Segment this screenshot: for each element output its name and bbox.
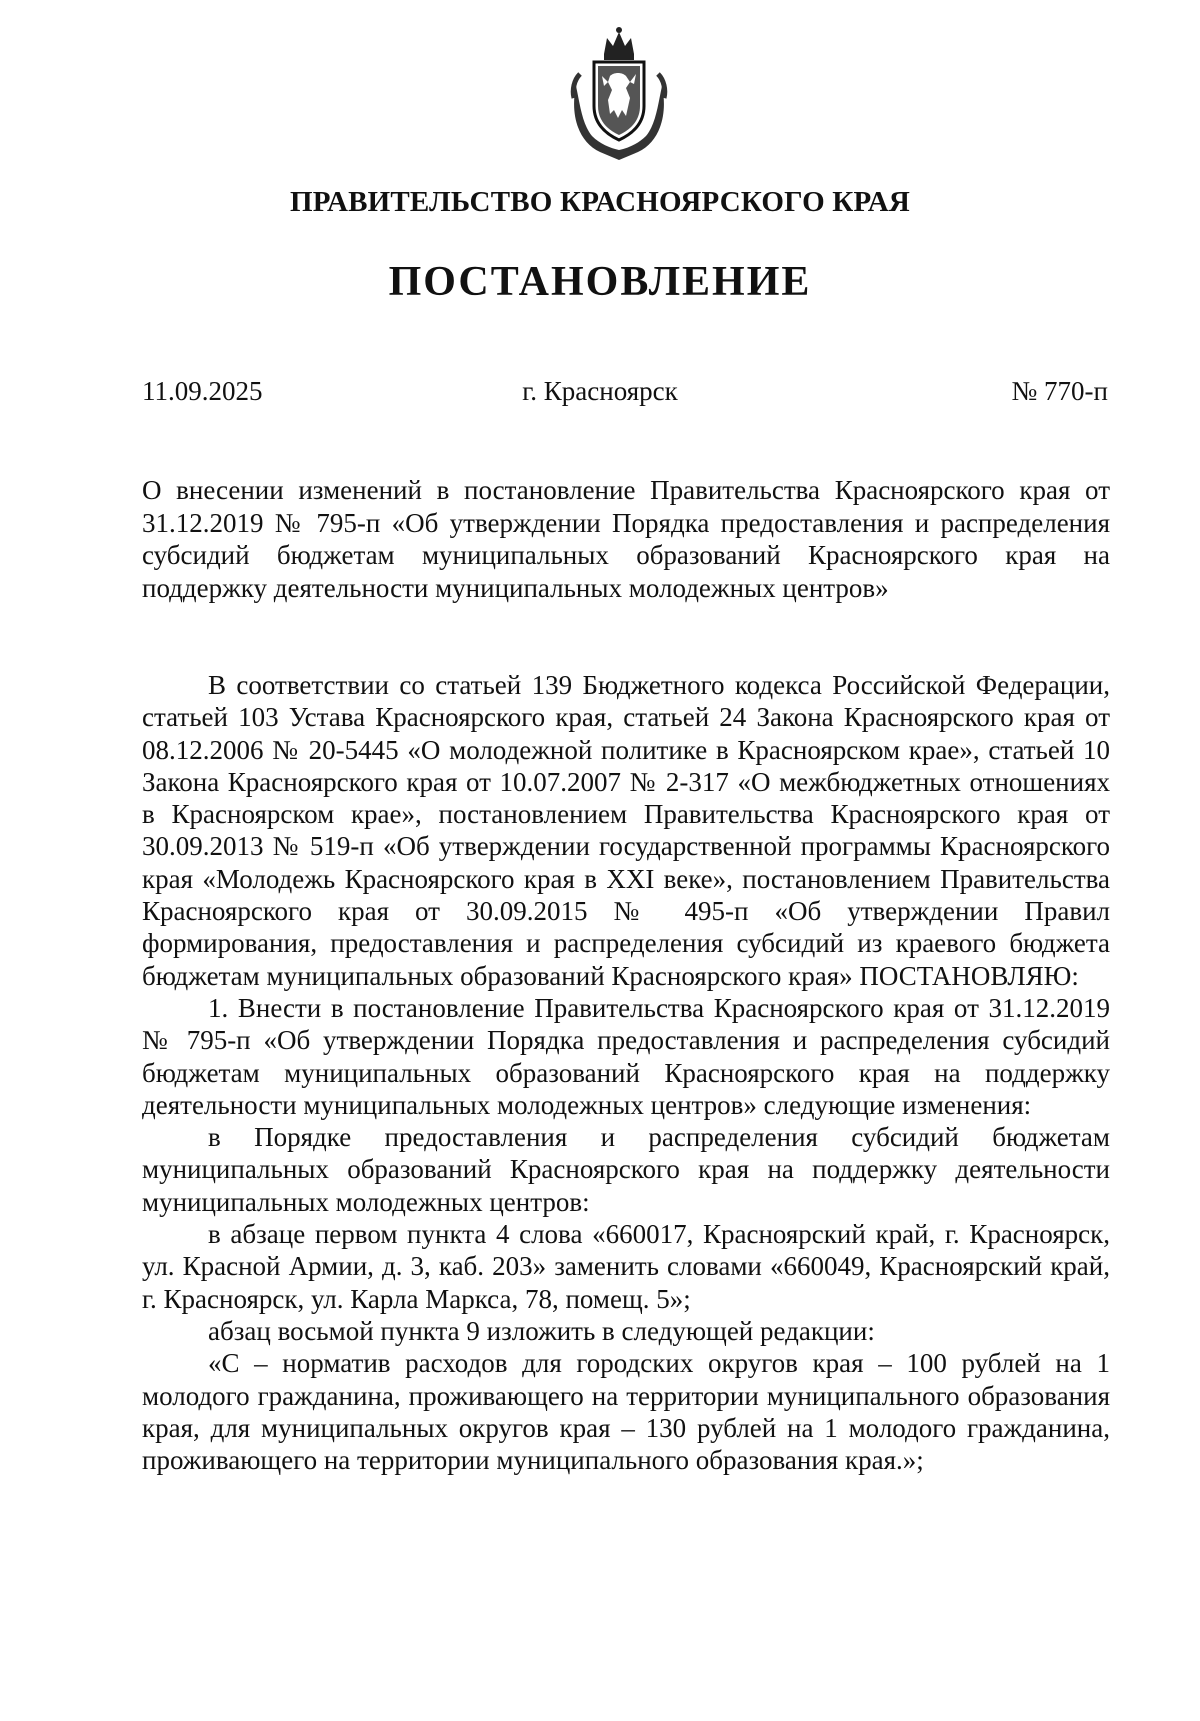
- body-paragraph-procedure: в Порядке предоставления и распределения субсидий бюджетам муниципальных образований Красноярского края на поддержку деятельности муниципальных молодежных центров:: [142, 1122, 1110, 1217]
- body-paragraph-item-1: 1. Внести в постановление Правительства Красноярского края от 31.12.2019 № 795-п «Об утверждении Порядка предоставления и распределения субсидий бюджетам муниципальных образований Красноярского края на поддержку деятельности муниципальных молодежных центров» следующие изменения:: [142, 992, 1110, 1120]
- document-number: № 770-п: [1011, 376, 1108, 406]
- body-paragraph-clause-4: в абзаце первом пункта 4 слова «660017, Красноярский край, г. Красноярск, ул. Красной Армии, д. 3, каб. 203» заменить словами «660049, Красноярский край, г. Красноярск, ул. Карла Маркса, 78, помещ. 5»;: [142, 1219, 1110, 1314]
- document-type: ПОСТАНОВЛЕНИЕ: [388, 259, 812, 305]
- body-paragraph-preamble: В соответствии со статьей 139 Бюджетного кодекса Российской Федерации, статьей 103 Устава Красноярского края, статьей 24 Закона Красноярского края от 08.12.2006 № 20-5445 «О молодежной политике в Красноярском крае», статьей 10 Закона Красноярского края от 10.07.2007 № 2-317 «О межбюджетных отношениях в Красноярском крае», постановлением Правительства Красноярского края от 30.09.2013 № 519-п «Об утверждении государственной программы Красноярского края «Молодежь Красноярского края в XXI веке», постановлением Правительства Красноярского края от 30.09.2015 № 495-п «Об утверждении Правил формирования, предоставления и распределения субсидий из краевого бюджета бюджетам муниципальных образований Красноярского края» ПОСТАНОВЛЯЮ:: [142, 670, 1110, 991]
- document-city: г. Красноярск: [522, 376, 678, 406]
- krasnoyarsk-krai-coat-of-arms-icon: [560, 24, 678, 162]
- document-title: О внесении изменений в постановление Правительства Красноярского края от 31.12.2019 № 795-п «Об утверждении Порядка предоставления и распределения субсидий бюджетам муниципальных образований Красноярского края на поддержку деятельности муниципальных молодежных центров»: [142, 475, 1110, 603]
- organization-name: ПРАВИТЕЛЬСТВО КРАСНОЯРСКОГО КРАЯ: [289, 186, 911, 218]
- body-paragraph-clause-9-intro: абзац восьмой пункта 9 изложить в следующей редакции:: [208, 1315, 875, 1346]
- document-body: [142, 669, 1110, 1476]
- body-paragraph-clause-9-text: «С – норматив расходов для городских округов края – 100 рублей на 1 молодого гражданина, проживающего на территории муниципального образования края, для муниципальных округов края – 130 рублей на 1 молодого гражданина, проживающего на территории муниципального образования края.»;: [142, 1348, 1110, 1476]
- document-date: 11.09.2025: [142, 376, 263, 406]
